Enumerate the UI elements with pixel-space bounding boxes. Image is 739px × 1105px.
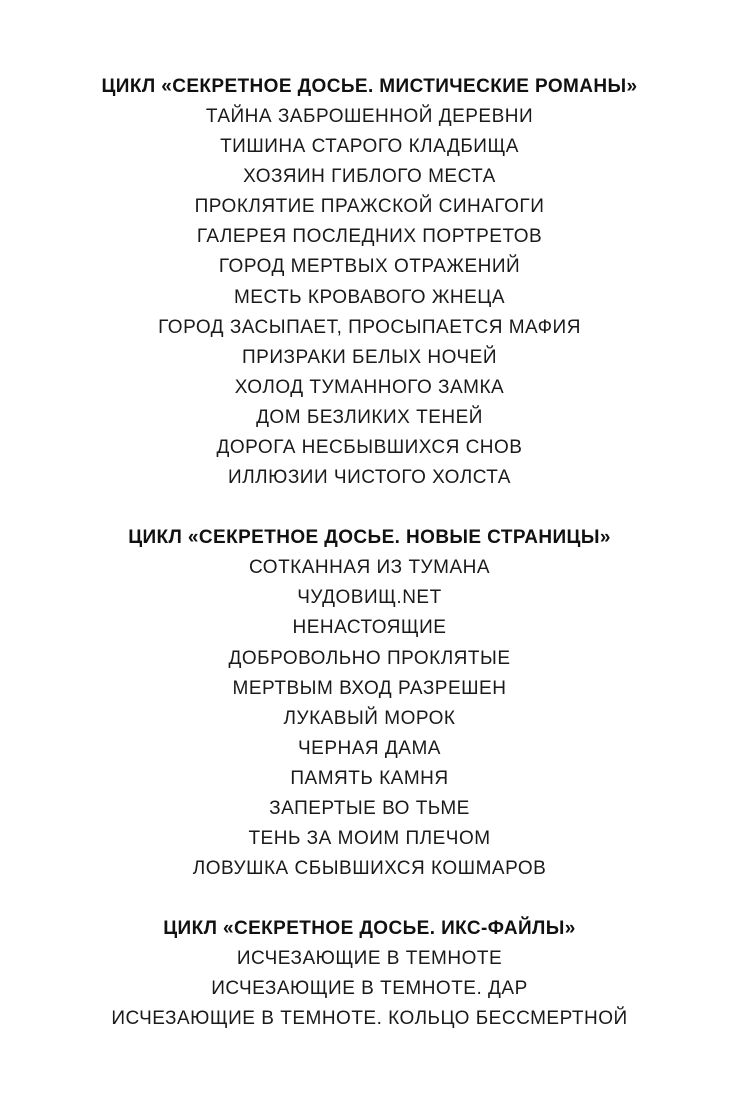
book-title: ГАЛЕРЕЯ ПОСЛЕДНИХ ПОРТРЕТОВ	[196, 226, 543, 248]
book-title: ИСЧЕЗАЮЩИЕ В ТЕМНОТЕ. КОЛЬЦО БЕССМЕРТНОЙ	[111, 1008, 628, 1030]
series-section-mystic-novels	[0, 72, 739, 493]
book-list	[0, 553, 739, 884]
book-title: ХОЗЯИН ГИБЛОГО МЕСТА	[243, 166, 496, 188]
book-title: ЗАПЕРТЫЕ ВО ТЬМЕ	[269, 797, 470, 819]
book-title: ИЛЛЮЗИИ ЧИСТОГО ХОЛСТА	[228, 467, 511, 489]
series-title: ЦИКЛ «СЕКРЕТНОЕ ДОСЬЕ. ИКС-ФАЙЛЫ»	[163, 918, 576, 940]
book-title: ДОРОГА НЕСБЫВШИХСЯ СНОВ	[216, 437, 523, 459]
book-title: ДОМ БЕЗЛИКИХ ТЕНЕЙ	[256, 406, 483, 428]
series-section-new-pages	[0, 523, 739, 884]
series-section-x-files	[0, 914, 739, 1034]
series-title: ЦИКЛ «СЕКРЕТНОЕ ДОСЬЕ. МИСТИЧЕСКИЕ РОМАНЫ»	[101, 76, 638, 97]
book-title: ТАЙНА ЗАБРОШЕННОЙ ДЕРЕВНИ	[205, 106, 534, 127]
book-title: МЕРТВЫМ ВХОД РАЗРЕШЕН	[232, 677, 507, 699]
book-title: ЛОВУШКА СБЫВШИХСЯ КОШМАРОВ	[192, 858, 547, 880]
book-title: ТИШИНА СТАРОГО КЛАДБИЩА	[220, 136, 519, 158]
book-title: ГОРОД МЕРТВЫХ ОТРАЖЕНИЙ	[218, 256, 521, 278]
book-title: ТЕНЬ ЗА МОИМ ПЛЕЧОМ	[248, 828, 491, 850]
book-title: СОТКАННАЯ ИЗ ТУМАНА	[248, 557, 491, 579]
book-title: ПРИЗРАКИ БЕЛЫХ НОЧЕЙ	[242, 346, 497, 368]
book-title: ИСЧЕЗАЮЩИЕ В ТЕМНОТЕ	[236, 948, 503, 970]
series-title: ЦИКЛ «СЕКРЕТНОЕ ДОСЬЕ. НОВЫЕ СТРАНИЦЫ»	[128, 527, 611, 549]
book-list	[0, 102, 739, 493]
book-title: ГОРОД ЗАСЫПАЕТ, ПРОСЫПАЕТСЯ МАФИЯ	[158, 316, 581, 338]
book-title: ПРОКЛЯТИЕ ПРАЖСКОЙ СИНАГОГИ	[194, 196, 545, 218]
book-list	[0, 944, 739, 1034]
book-title: НЕНАСТОЯЩИЕ	[292, 617, 447, 639]
book-title: ДОБРОВОЛЬНО ПРОКЛЯТЫЕ	[228, 647, 511, 669]
book-title: ЧУДОВИЩ.NET	[297, 587, 442, 609]
book-title: ХОЛОД ТУМАННОГО ЗАМКА	[234, 376, 505, 398]
book-title: МЕСТЬ КРОВАВОГО ЖНЕЦА	[233, 286, 506, 308]
book-title: ЧЕРНАЯ ДАМА	[298, 737, 441, 759]
book-title: ЛУКАВЫЙ МОРОК	[283, 707, 456, 729]
book-title: ИСЧЕЗАЮЩИЕ В ТЕМНОТЕ. ДАР	[211, 978, 528, 1000]
book-title: ПАМЯТЬ КАМНЯ	[290, 767, 449, 789]
